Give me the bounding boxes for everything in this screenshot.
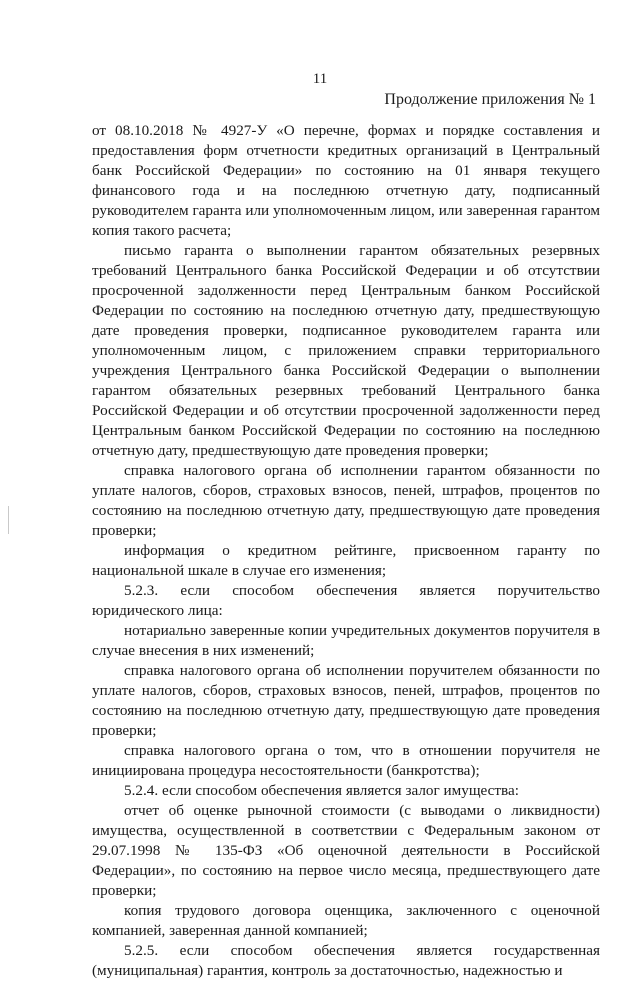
paragraph-guarantor-letter: письмо гаранта о выполнении гарантом обязательных резервных требований Центрального банка Российской Федерации и об отсутствии просроченной задолженности перед Центральным банком Российской Федерации по состоянию на последнюю отчетную дату, предшествующую дате проведения проверки, подписанное руководителем гаранта или уполномоченным лицом, с приложением справки территориального учреждения Центрального банка Российской Федерации о выполнении гарантом обязательных резервных требований Центрального банка Российской Федерации и об отсутствии просроченной задолженности перед Центральным банком Российской Федерации по состоянию на последнюю отчетную дату, предшествующую дате проведения проверки;: [92, 242, 600, 459]
document-body: [92, 121, 600, 981]
paragraph-report-form-continuation: от 08.10.2018 № 4927-У «О перечне, формах и порядке составления и предоставления форм отчетности кредитных организаций в Центральный банк Российской Федерации» по состоянию на 01 января текущего финансового года и на последнюю отчетную дату, подписанный руководителем гаранта или уполномоченным лицом, или заверенная гарантом копия такого расчета;: [92, 122, 600, 239]
paragraph-tax-certificate-surety: справка налогового органа об исполнении поручителем обязанности по уплате налогов, сборов, страховых взносов, пеней, штрафов, процентов по состоянию на последнюю отчетную дату, предшествующую дате проведения проверки;: [92, 662, 600, 739]
paragraph-valuation-report: отчет об оценке рыночной стоимости (с выводами о ликвидности) имущества, осуществленной в соответствии с Федеральным законом от 29.07.1998 № 135-ФЗ «Об оценочной деятельности в Российской Федерации», по состоянию на первое число месяца, предшествующего дате проверки;: [92, 802, 600, 899]
paragraph-appraiser-contract: копия трудового договора оценщика, заключенного с оценочной компанией, заверенная данной компанией;: [92, 902, 600, 939]
paragraph-insolvency-certificate: справка налогового органа о том, что в отношении поручителя не инициирована процедура несостоятельности (банкротства);: [92, 742, 600, 779]
paragraph-clause-5-2-3: 5.2.3. если способом обеспечения является поручительство юридического лица:: [92, 582, 600, 619]
paragraph-clause-5-2-5: 5.2.5. если способом обеспечения является государственная (муниципальная) гарантия, контроль за достаточностью, надежностью и: [92, 942, 600, 979]
paragraph-tax-certificate-guarantor: справка налогового органа об исполнении гарантом обязанности по уплате налогов, сборов, страховых взносов, пеней, штрафов, процентов по состоянию на последнюю отчетную дату, предшествующую дате проведения проверки;: [92, 462, 600, 539]
annex-continuation-note: Продолжение приложения № 1: [384, 91, 596, 108]
paragraph-clause-5-2-4: 5.2.4. если способом обеспечения является залог имущества:: [124, 782, 519, 799]
page-number: 11: [312, 71, 328, 87]
scan-margin-mark: [8, 506, 9, 534]
paragraph-credit-rating: информация о кредитном рейтинге, присвоенном гаранту по национальной шкале в случае его изменения;: [92, 542, 600, 579]
paragraph-constituent-documents: нотариально заверенные копии учредительных документов поручителя в случае внесения в них изменений;: [92, 622, 600, 659]
